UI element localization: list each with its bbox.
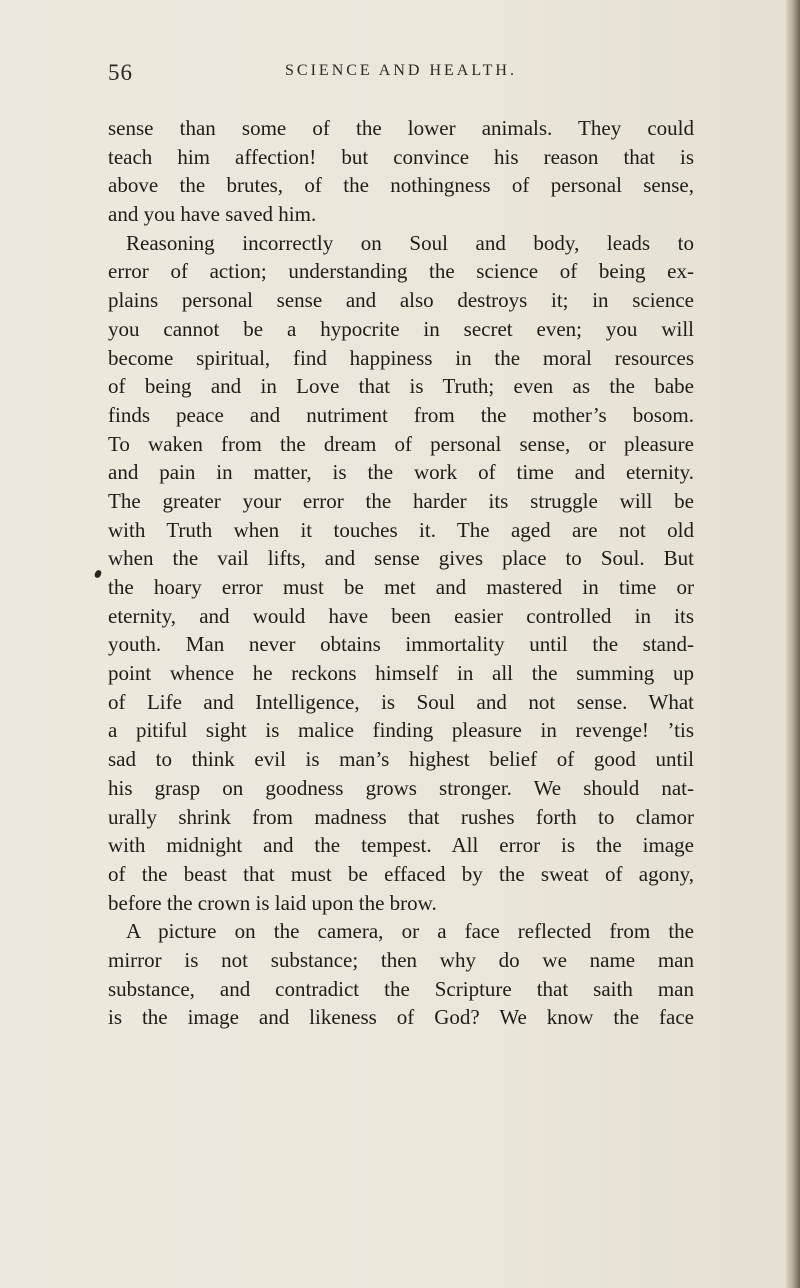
text-line: sense than some of the lower animals. They could xyxy=(108,116,694,140)
text-line: eternity, and would have been easier controlled in its xyxy=(108,603,694,628)
running-title: SCIENCE AND HEALTH. xyxy=(285,62,517,79)
body-text xyxy=(108,114,694,1032)
text-line: sad to think evil is man’s highest belief of good until xyxy=(108,747,694,772)
text-line: finds peace and nutriment from the mother’s bosom. xyxy=(108,402,694,427)
text-line: the hoary error must be met and mastered in time or xyxy=(108,575,694,599)
text-line: To waken from the dream of personal sense, or pleasure xyxy=(108,431,694,456)
text-line: with midnight and the tempest. All error is the image xyxy=(108,833,694,858)
text-line: The greater your error the harder its struggle will be xyxy=(108,488,694,513)
text-line: of the beast that must be effaced by the sweat of agony, xyxy=(108,861,694,886)
text-line: urally shrink from madness that rushes forth to clamor xyxy=(108,804,694,829)
text-line: A picture on the camera, or a face reflected from the xyxy=(126,919,694,944)
text-line: youth. Man never obtains immortality until the stand- xyxy=(108,632,694,657)
text-line: with Truth when it touches it. The aged are not old xyxy=(108,517,694,542)
ink-blot-mark xyxy=(94,569,102,579)
text-line: is the image and likeness of God? We know the face xyxy=(108,1005,694,1030)
text-line: before the crown is laid upon the brow. xyxy=(108,890,437,915)
text-line: of Life and Intelligence, is Soul and not sense. What xyxy=(108,689,694,714)
page-edge-shadow xyxy=(786,0,800,1288)
text-line: and pain in matter, is the work of time and eternity. xyxy=(108,460,694,485)
text-line: you cannot be a hypocrite in secret even; you will xyxy=(108,316,694,341)
page-header xyxy=(108,60,694,88)
text-line: Reasoning incorrectly on Soul and body, leads to xyxy=(126,230,694,255)
text-line: plains personal sense and also destroys it; in science xyxy=(108,288,694,313)
text-line: above the brutes, of the nothingness of personal sense, xyxy=(108,173,694,198)
text-line: his grasp on goodness grows stronger. We should nat- xyxy=(108,775,694,800)
text-line: and you have saved him. xyxy=(108,202,317,227)
page-number: 56 xyxy=(108,60,133,85)
text-line: when the vail lifts, and sense gives place to Soul. But xyxy=(108,546,694,571)
text-line: a pitiful sight is malice finding pleasure in revenge! ’tis xyxy=(108,718,694,743)
text-line: error of action; understanding the science of being ex- xyxy=(108,259,694,284)
text-line: point whence he reckons himself in all the summing up xyxy=(108,661,694,686)
text-line: of being and in Love that is Truth; even as the babe xyxy=(108,374,694,399)
text-line: become spiritual, find happiness in the moral resources xyxy=(108,345,694,370)
text-line: teach him affection! but convince his reason that is xyxy=(108,144,694,169)
text-line: mirror is not substance; then why do we name man xyxy=(108,947,694,972)
text-line: substance, and contradict the Scripture that saith man xyxy=(108,976,694,1001)
